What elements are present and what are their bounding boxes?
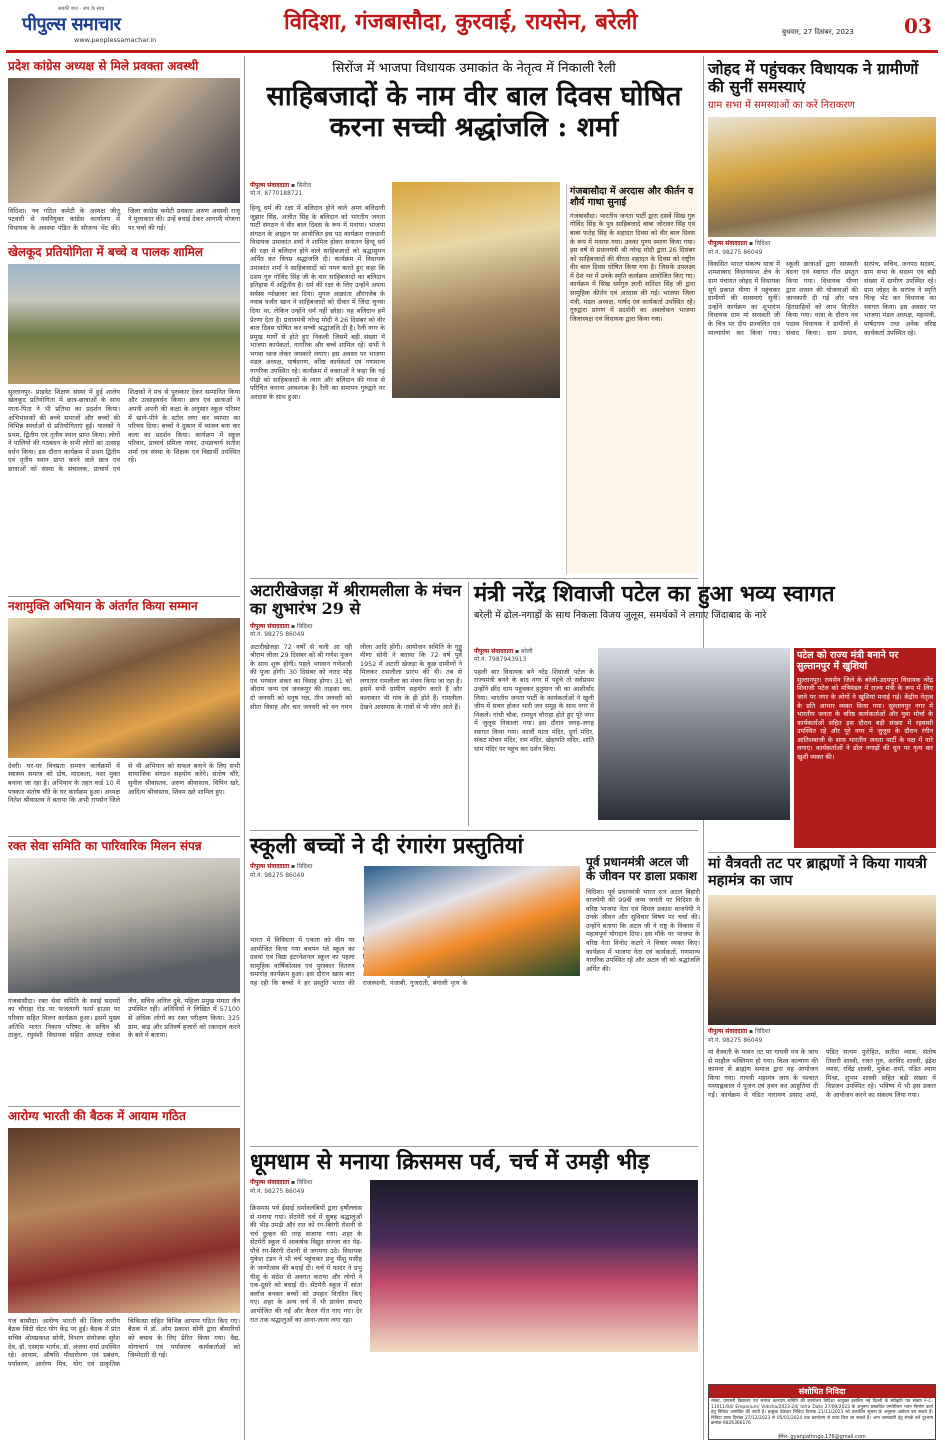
photo-rally	[392, 182, 560, 398]
region-banner: विदिशा, गंजबासौदा, कुरवाई, रायसेन, बरेली	[284, 9, 638, 35]
notice-title: संशोधित निविदा	[709, 1385, 935, 1398]
divider	[8, 596, 240, 597]
photo-group	[8, 1128, 240, 1313]
story-body: सुल्तानपुर। रायसेन जिले के बरेली-उदयपुरा विधायक नरेंद्र शिवाजी पटेल को मंत्रिमंडल में राज्य मंत्री के रूप में लिए जाने पर नगर के लोगों ने खुशियां मनाई गई। केंद्रीय नेतृत्व के प्रति आभार व्यक्त किया गया। सुल्तानपुर नगर में भारतीय जनता के वरिष्ठ कार्यकर्ताओं और युवा मोर्चा के कार्यकर्ताओं सहित इस दौरान बड़ी संख्या में रहवासी उपस्थित रहे और पूरे नगर में जुलूस के दौरान रंगीन आतिशबाजी के साथ भारतीय जनता पार्टी के पक्ष में नारे लगाए। कार्यकर्ताओं ने ढोल नगाड़ों की धुन पर नृत्य कर खुशी व्यक्त की।	[797, 675, 933, 762]
byline-place: सिरोंज	[297, 182, 312, 189]
divider	[250, 1146, 698, 1147]
byline: पीपुल्स संवाददाता	[250, 863, 290, 871]
headline: आरोग्य भारती की बैठक में आयाम गठित	[8, 1109, 186, 1123]
photo-sports-ground	[8, 264, 240, 384]
photo-church	[370, 1180, 698, 1352]
photo-school-stage	[364, 866, 580, 976]
byline: पीपुल्स संवाददाता	[474, 648, 514, 655]
divider	[8, 836, 240, 837]
logo-block	[8, 6, 178, 48]
photo-meeting-room	[8, 858, 240, 993]
byline: पीपुल्स संवाददाता	[708, 1028, 748, 1036]
divider	[250, 578, 698, 579]
photo-gram-sabha	[708, 117, 936, 237]
tender-notice	[708, 1384, 936, 1440]
issue-date: बुधवार, 27 दिसंबर, 2023	[782, 28, 854, 36]
byline-mobile: मो.नं. 98275 86049	[708, 1036, 763, 1044]
notice-body: संस्था, प्रायमरी विद्यालय एवं समाज कल्याण समिति की कार्यालय विदिशा आयुक्त इसलिए नई दिल्ली के स्वीकृति पत्र संख्या F-C-11011/04/ Emporium/ Vidisha/2023-24/ Infra Date 27/09/2023 के अनुरूप प्रस्तावित एम्पोरियम भवन निर्माण कार्य हेतु निविदा आमंत्रित की जाती है। इच्छुक ठेकेदार निविदा दिनांक 21/11/2023 को प्रकाशित सूचना के अनुसार आवेदन कर सकते हैं। निविदा प्रपत्र दिनांक 27/12/2023 से 05/01/2024 तक कार्यालय से प्राप्त किए जा सकते हैं। अन्य जानकारी हेतु संपर्क करें दूरभाष क्रमांक 9826366176	[711, 1399, 933, 1426]
divider	[708, 852, 936, 853]
story-body: क्रिसमस पर्व ईसाई धर्मावलंबियों द्वारा हर्षोल्लास से मनाया गया। सेंटमेरी चर्च में सुबह श्रद्धालुओं की भीड़ उमड़ी और रात को रंग-बिरंगी रोशनी से चर्च दुल्हन की तरह सजाया गया। शहर के सेंटमेरी स्कूल में आकर्षक विद्युत सज्जा कर पेड़-पौधे रंग-बिरंगी रोशनी से जगमगा उठे। विधायक मुकेश टंडन ने भी चर्च पहुंचकर प्रभु यीशु मसीह के जन्मोत्सव की बधाई दी। चर्च में फादर ने प्रभु यीशु के संदेश से अवगत कराया और लोगों ने एक-दूसरे को बधाई दी। सेंटमेरी स्कूल में सांता क्लॉज बनकर बच्चों को उपहार वितरित किए गए। शहर के अन्य चर्च में भी प्रार्थना सभाएं आयोजित की गईं और कैरल गीत गाए गए। देर रात तक श्रद्धालुओं का आना-जाना लगा रहा।	[250, 1204, 362, 1324]
story-body: गंजबासौदा। भारतीय जनता पार्टी द्वारा दसवें सिख गुरु गोविंद सिंह के पुत्र साहिबजादे बाबा जोरावर सिंह एवं बाबा फतेह सिंह के शहादत दिवस को वीर बाल दिवस के रूप में मनाया गया। उनका पुण्य स्मरण किया गया। इस वर्ष से प्रधानमंत्री श्री नरेन्द्र मोदी द्वारा 26 दिसंबर को साहिबजादों की वीरता शहादत के दिवस को राष्ट्रीय वीर बाल दिवस घोषित किया गया है। जिसके उपलक्ष्य में देश भर में उनके स्मृति कार्यक्रम आयोजित किए गए। कार्यक्रम में सिख धर्मगुरु ज्ञानी सतिंदर सिंह जी द्वारा सामूहिक कीर्तन एवं अरदास की गई। भाजपा जिला मंत्री, मंडल अध्यक्ष, पार्षद एवं कार्यकर्ता उपस्थित रहे। गुरुद्वारा प्रांगण में प्रदर्शनी का अवलोकन भाजपा जिलाध्यक्ष एवं विधायक द्वारा किया गया।	[570, 211, 695, 323]
byline: पीपुल्स संवाददाता	[250, 1179, 290, 1187]
divider	[8, 1106, 240, 1107]
website-link[interactable]: www.peoplessamachar.in	[74, 36, 157, 44]
headline: गंजबासौदा में अरदास और कीर्तन व शौर्य गाथा सुनाई	[570, 186, 694, 208]
column-filler	[392, 402, 560, 572]
story-sports	[8, 246, 240, 598]
story-body: विकसित भारत संकल्प यात्रा में शमशाबाद विधानसभा क्षेत्र के ग्राम पंचायत जोहद में विधायक सूर्य प्रकाश मीणा ने पहुंचकर ग्रामीणों की समस्याएं सुनीं। उन्होंने कार्यक्रम का शुभारंभ विधायक ग्राम मां सरस्वती जी के चित्र पर दीप प्रज्वलित एवं माल्यार्पण कर किया गया। स्कूली छात्राओं द्वारा सरस्वती वंदना एवं स्वागत गीत प्रस्तुत किया गया। विधायक मीणा द्वारा शासन की योजनाओं की जानकारी दी गई और पात्र हितग्राहियों को लाभ वितरित किया गया। यात्रा के दौरान नव पदस्थ विधायक ने ग्रामीणों से संवाद किया। ग्राम प्रधान, सरपंच, सचिव, जनपद सदस्य, ग्राम सभा के सदस्य एवं बड़ी संख्या में ग्रामीण उपस्थित रहे। ग्राम जोहद के सरपंच ने स्मृति चिन्ह भेंट कर विधायक का स्वागत किया। इस अवसर पर भाजपा मंडल अध्यक्ष, महामंत्री, पार्षदगण तथा अनेक वरिष्ठ कार्यकर्ता उपस्थित रहे।	[708, 259, 936, 337]
byline-place: विदिशा	[755, 240, 771, 248]
subheadline: ग्राम सभा में समस्याओं का करें निराकरण	[708, 99, 855, 111]
byline-mobile: मो.नं. 7987943913	[474, 656, 527, 664]
story-johad-village: जोहद में पहुंचकर विधायक ने ग्रामीणों की सुनीं समस्याएं ग्राम सभा में समस्याओं का करें निराकरण पीपुल्स संवाददाता ▪ विदिशा मो.नं. 98275 86049 विकसित भारत संकल्प यात्रा में शमशाबाद विधानसभा क्षेत्र के ग्राम पंचायत जोहद में विधायक सूर्य प्रकाश मीणा ने पहुंचकर ग्रामीणों की समस्याएं सुनीं। उन्होंने कार्यक्रम का शुभारंभ विधायक ग्राम मां सरस्वती जी के चित्र पर दीप प्रज्वलित एवं माल्यार्पण कर किया गया। स्कूली छात्राओं द्वारा सरस्वती वंदना एवं स्वागत गीत प्रस्तुत किया गया। विधायक मीणा द्वारा शासन की योजनाओं की जानकारी दी गई और पात्र हितग्राहियों को लाभ वितरित किया गया। यात्रा के दौरान नव पदस्थ विधायक ने ग्रामीणों से संवाद किया। ग्राम प्रधान, सरपंच, सचिव, जनपद सदस्य, ग्राम सभा के सदस्य एवं बड़ी संख्या में ग्रामीण उपस्थित रहे। ग्राम जोहद के सरपंच ने स्मृति चिन्ह भेंट कर विधायक का स्वागत किया। इस अवसर पर भाजपा मंडल अध्यक्ष, महामंत्री, पार्षदगण तथा अनेक वरिष्ठ कार्यकर्ता उपस्थित रहे।	[708, 60, 936, 544]
story-ramleela	[250, 582, 462, 809]
photo-meeting	[8, 78, 240, 203]
byline-mobile: मो.नं. 98275 86049	[250, 631, 305, 639]
story-minister-text: पीपुल्स संवाददाता ▪ बरेली मो.नं. 7987943913 पहली बार विधायक बने नरेंद्र शिवाजी पटेल के राज्यमंत्री बनने के बाद नगर में पहुंचे तो सर्वप्रथम उन्होंने छींद धाम पहुंचकर हनुमान जी का आशीर्वाद लिया। भारतीय जनता पार्टी के कार्यकर्ताओं ने खुली जीप में सवार होकर भारी जन समूह के साथ नगर में निकले। गांधी चौक, रामधुन चौराहा होते हुए पूरे नगर में जुलूस निकाला गया। इस दौरान जगह-जगह स्वागत किया गया। कालौं माता मंदिर, दुर्गा मंदिर, संकट मोचन मंदिर, राम मंदिर, खेड़ापति मंदिर, शांति धाम मंदिर पर पहुंच कर दर्शन किए।	[474, 648, 594, 823]
byline-place: बरेली	[521, 648, 533, 655]
sidebar-sultanpur	[794, 648, 936, 848]
headline: स्कूली बच्चों ने दी रंगारंग प्रस्तुतियां	[250, 833, 524, 859]
sidebar-ardas	[566, 184, 698, 574]
masthead-rule	[6, 50, 938, 53]
divider	[250, 830, 698, 831]
story-body: गंजबासौदा। रक्त सेवा समिति के स्थाई सदस्यों का चौराहा रोड़ पर फजलानी फार्म हाउस पर परिवार सहित मिलन कार्यक्रम हुआ। इसमें मुख्य अतिथि भारत निकाय परिषद के सचिव श्री ठाकुर, रघुवंशी विधायक सहित अध्यक्ष राकेश जैन, सचिव अनिल दुबे, महिला प्रमुख ममता जैन उपस्थित रहीं। अतिथियों ने लिखित में 57100 से अधिक लोगों का रक्त परीक्षण किया। 325 ग्राम, बाढ़ और प्रतिवर्ष हजारों को रक्तदान करने के बारे में बताया।	[8, 996, 240, 1040]
story-body: गंज बासौदा। आरोग्य भारती की जिला स्तरीय बैठक सिटी सेंटर योग केंद्र पर हुई। बैठक में प्रांत सचिव ओमप्रकाश सोनी, विभाग संयोजक सुरेश देव, डॉ. एसएस भार्गव, डॉ. अंजना शर्मा उपस्थित रहे। आयाम, औषधि पौधारोपण एवं प्रबंधन, पर्यावरण, आरोग्य मित्र, योग एवं प्राकृतिक चिकित्सा सहित विभिन्न आयाम गठित किए गए। बैठक में डॉ. ओम प्रकाश सोनी द्वारा बीमारियों को बचाव के लिए प्रेरित किया गया। वैद्य, योगाचार्य एवं पर्यावरण कार्यकर्ताओं को जिम्मेदारी दी गई।	[8, 1316, 240, 1368]
story-arogya-bharati	[8, 1110, 240, 1437]
headline: पूर्व प्रधानमंत्री अटल जी के जीवन पर डाला प्रकाश	[586, 855, 698, 883]
byline-place: विदिशा	[755, 1028, 771, 1036]
byline-block: पीपुल्स संवाददाता ▪ विदिशा मो.नं. 98275 86049	[250, 623, 462, 640]
headline: नशामुक्ति अभियान के अंतर्गत किया सम्मान	[8, 599, 198, 613]
story-body: पहली बार विधायक बने नरेंद्र शिवाजी पटेल के राज्यमंत्री बनने के बाद नगर में पहुंचे तो सर्वप्रथम उन्होंने छींद धाम पहुंचकर हनुमान जी का आशीर्वाद लिया। भारतीय जनता पार्टी के कार्यकर्ताओं ने खुली जीप में सवार होकर भारी जन समूह के साथ नगर में निकले। गांधी चौक, रामधुन चौराहा होते हुए पूरे नगर में जुलूस निकाला गया। इस दौरान जगह-जगह स्वागत किया गया। कालौं माता मंदिर, दुर्गा मंदिर, संकट मोचन मंदिर, राम मंदिर, खेड़ापति मंदिर, शांति धाम मंदिर पर पहुंच कर दर्शन किए।	[474, 667, 594, 753]
page-number: 03	[904, 14, 932, 38]
story-atal	[586, 856, 700, 1094]
byline-mobile: मो.नं. 98275 86049	[250, 1187, 305, 1195]
story-body: अटारीखेजड़ा 72 वर्षों से चली आ रही श्रीराम लीला 29 दिसंबर को श्री गणेश पूजन के साथ शुरू होगी। पहले भगवान गणेशजी की पूजा होगी। 30 दिसंबर को नारद मोह एवं भगवान शंकर का विवाह होगा। 31 को श्रीराम जन्म एवं जनकपुर की ताड़का वध, दो जनवरी को धनुष यज्ञ, तीन जनवरी को सीता विवाह और चार जनवरी को वन गमन लीला आदि होंगी। आयोजन समिति के गुड्डू मीणा सोनी ने बताया कि 72 वर्ष पूर्व 1952 में अटारी खेजड़ा के कुछ ग्रामीणों ने मिलकर रामलीला प्रारंभ की थी। तब से लगातार रामलीला का मंचन किया जा रहा है। इसमें सभी ग्रामीण सहयोग करते हैं और कलाकार भी गांव के ही होते हैं। रामलीला देखने आसपास के गांवों से भी लोग आते हैं।	[250, 642, 462, 711]
story-gayatri-jap: मां वैत्रवती तट पर ब्राह्मणों ने किया गायत्री महामंत्र का जाप पीपुल्स संवाददाता ▪ विदिशा मो.नं. 98275 86049 मां वैत्रवती के पावन तट पर गायत्री मंत्र के जाप से माहौल भक्तिमय हो गया। विश्व कल्याण की कामना से ब्राह्मण समाज द्वारा यह आयोजन किया गया। गायत्री महामंत्र जाप के पश्चात मध्याह्नकाल में पूजन एवं हवन कर आहुतियां दी गईं। कार्यक्रम में पंडित नारायण प्रसाद शर्मा, पंडित सत्यम पुरोहित, सतीश व्यास, संतोष तिवारी शास्त्री, रजत गुरु, अरविंद शास्त्री, इंद्रेश व्यास, रविंद्र शास्त्री, मुकेश शर्मा, पंडित श्याम मिश्रा, शुभम शास्त्री सहित बड़ी संख्या में विप्रजन उपस्थित रहे। भविष्य में भी इस प्रकार के आयोजन करने का संकल्प लिया गया।	[708, 856, 936, 1248]
photo-procession	[598, 648, 790, 820]
story-body: मां वैत्रवती के पावन तट पर गायत्री मंत्र के जाप से माहौल भक्तिमय हो गया। विश्व कल्याण की कामना से ब्राह्मण समाज द्वारा यह आयोजन किया गया। गायत्री महामंत्र जाप के पश्चात मध्याह्नकाल में पूजन एवं हवन कर आहुतियां दी गईं। कार्यक्रम में पंडित नारायण प्रसाद शर्मा, पंडित सत्यम पुरोहित, सतीश व्यास, संतोष तिवारी शास्त्री, रजत गुरु, अरविंद शास्त्री, इंद्रेश व्यास, रविंद्र शास्त्री, मुकेश शर्मा, पंडित श्याम मिश्रा, शुभम शास्त्री सहित बड़ी संख्या में विप्रजन उपस्थित रहे। भविष्य में भी इस प्रकार के आयोजन करने का संकल्प लिया गया।	[708, 1048, 936, 1100]
byline: पीपुल्स संवाददाता	[250, 182, 290, 189]
subheadline: बरेली में ढोल-नगाड़ों के साथ निकला विजय जुलूस, समर्थकों ने लगाए जिंदाबाद के नारे	[474, 610, 767, 622]
divider	[468, 582, 469, 826]
kicker: सिरोंज में भाजपा विधायक उमाकांत के नेतृत्व में निकाली रैली	[332, 61, 616, 76]
byline-mobile: मो.नं. 98275 86049	[708, 248, 763, 256]
story-congress-meeting	[8, 60, 240, 251]
headline: मंत्री नरेंद्र शिवाजी पटेल का हुआ भव्य स्वागत	[474, 581, 835, 607]
headline: जोहद में पहुंचकर विधायक ने ग्रामीणों की सुनीं समस्याएं	[708, 59, 919, 96]
story-minister-welcome	[474, 582, 934, 622]
headline: पटेल को राज्य मंत्री बनाने पर सुल्तानपुर में खुशियां	[797, 650, 899, 672]
notice-email[interactable]: ईमेल- gyanpathngo.176@gmail.com	[778, 1434, 866, 1440]
byline-block: पीपुल्स संवाददाता ▪ विदिशा मो.नं. 98275 86049	[250, 863, 360, 880]
story-body: सुल्तानपुर- प्राइवेट शिक्षण संस्था में हुई शालेय खेलकूद प्रतियोगिता में छात्र-छात्राओं के साथ माता-पिता ने भी प्रतिभा का प्रदर्शन किया। अभिभावकों की बच्चे समाजों और बच्चों की विभिन्न स्पर्धाओं से प्रतियोगिताएं हुईं। पालकों ने प्रथम, द्वितीय एवं तृतीय स्थान प्राप्त किया। लोगों ने पालियों की गठबंधन के सभी लोगों का उत्साह वर्धन किया। इस दौरान कार्यक्रम में प्रथम द्वितीय एवं तृतीय स्थान प्राप्त करने वाले छात्र एवं छात्राओं को संस्था के संचालक, प्राचार्य एवं शिक्षकों ने मंच से पुरस्कार देकर सम्मानित किया और उत्साहवर्धन किया। छात्र एवं छात्राओं ने अपनी अपनी की कक्षा के अनुसार स्कूल परिसर में खाने-पीने के स्टॉल लगा कर व्यापार का परिचय दिया। बच्चों ने दुकान में व्यंजन बना कर कला का प्रदर्शन किया। कार्यक्रम में स्कूल परिवार, प्राचार्य प्रमिला नायर, उपप्राचार्य सतीश शर्मा एवं संस्था के शिक्षक एवं विद्यार्थी उपस्थित रहे।	[8, 387, 240, 473]
byline: पीपुल्स संवाददाता	[708, 240, 748, 248]
photo-felicitation	[8, 618, 240, 758]
story-de-addiction	[8, 600, 240, 838]
headline: साहिबजादों के नाम वीर बाल दिवस घोषित करना सच्ची श्रद्धांजलि : शर्मा	[266, 80, 682, 143]
story-blood-service	[8, 840, 240, 1109]
headline: धूमधाम से मनाया क्रिसमस पर्व, चर्च में उमड़ी भीड़	[250, 1149, 650, 1175]
headline: प्रदेश कांग्रेस अध्यक्ष से मिले प्रवक्ता अवस्थी	[8, 59, 199, 73]
newspaper-logo: पीपुल्स समाचार	[22, 14, 121, 35]
story-body: देवरी। घर-घर विनम्रता सम्मान कार्यक्रमों में स्वास्थ्य समाज को दोष, मादकता, नशा मुक्त बनाना जा रहा है। अभियान के तहत वार्ड 10 में पत्रकार संतोष चौरे के घर कार्यक्रम हुआ। अध्यक्ष नितेश श्रीवास्तव ने बताया कि अभी रायसेन जिले से भी अभियान को सफल बनाने के लिए सभी सामाजिक संगठन सहयोग करेंगे। संतोष चौरे, सुनील श्रीवास्तव, अरुण श्रीवास्तव, विपिन खरे, आदित्य श्रीवास्तव, शिवम खरे शामिल हुए।	[8, 761, 240, 805]
headline: मां वैत्रवती तट पर ब्राह्मणों ने किया गायत्री महामंत्र का जाप	[708, 855, 927, 889]
byline-mobile: मो.नं. 8770188721	[250, 190, 303, 198]
byline-place: विदिशा	[297, 1179, 313, 1187]
byline-block: पीपुल्स संवाददाता ▪ सिरोंज मो.नं. 8770188721	[250, 182, 385, 199]
byline-block: पीपुल्स संवाददाता ▪ विदिशा मो.नं. 98275 86049	[250, 1179, 362, 1196]
tagline: सबकी बात - सच के साथ	[58, 6, 105, 12]
divider	[8, 242, 240, 243]
byline-place: विदिशा	[297, 863, 313, 871]
byline: पीपुल्स संवाददाता	[250, 622, 290, 630]
photo-river-bank	[708, 895, 936, 1025]
column-divider	[244, 56, 245, 1440]
headline: खेलकूद प्रतियोगिता में बच्चे व पालक शामिल	[8, 245, 204, 259]
headline: अटारीखेजड़ा में श्रीरामलीला के मंचन का शुभारंभ 29 से	[250, 581, 462, 619]
story-body: विदिशा। पूर्व प्रधानमंत्री भारत रत्न अटल बिहारी वाजपेयी की 99वीं जन्म जयंती पर विदिशा के वरिष्ठ भाजपा नेता एवं विमल प्रकाश वाजपेयी ने उनके जीवन और सुविचार विषय पर चर्चा की। उन्होंने बताया कि अटल जी ने राष्ट्र के विकास में महत्वपूर्ण योगदान दिया। इस मौके पर भाजपा के वरिष्ठ नेता विनोद कटारे ने विचार व्यक्त किए। कार्यक्रम में भाजपा नेता एवं कार्यकर्ता, गणमान्य नागरिक उपस्थित रहे और अटल जी को श्रद्धांजलि अर्पित की।	[586, 887, 700, 973]
byline-mobile: मो.नं. 98275 86049	[250, 871, 305, 879]
masthead	[8, 6, 938, 48]
story-body: विदिशा। नव गठित कमेटी के अध्यक्ष जीतू पटवारी से नवनियुक्त कांग्रेस कार्यालय में विधायक के अवस्था पंडित के सौजन्य भेंट की। जिला कांग्रेस कमेटी प्रवक्ता अरुण अवस्थी राजू ने मुलाकात की। उन्हें बधाई देकर आगामी योजना पर चर्चा की गई।	[8, 206, 240, 232]
headline: रक्त सेवा समिति का पारिवारिक मिलन संपन्न	[8, 839, 202, 853]
story-body-continued	[370, 1356, 698, 1438]
byline-place: विदिशा	[297, 622, 313, 630]
story-body: हिन्दू धर्म की रक्षा में बलिदान होने वाले अमर बलिदानी जुझार सिंह, अजीत सिंह के बलिदान को भारतीय जनता पार्टी संगठन ने वीर बाल दिवस के रूप में मनाया। भाजपा संगठन के आह्वान पर आयोजित इस पद कार्यक्रम राजधानी विधायक उमाकांत शर्मा ने शामिल होकर सनातन हिन्दू धर्म की रक्षा में बलिदान होने वाले साहिबजादों को श्रद्धासुमन अर्पित कर विनम्र श्रद्धांजलि दी। कार्यक्रम में विधायक उमाकांत शर्मा ने साहिबजादों को नमन करते हुए कहा कि दशम गुरु गोविंद सिंह जी के चार साहिबजादों का बलिदान इतिहास में अद्वितीय है। धर्म की रक्षा के लिए उन्होंने अपना सर्वस्व न्योछावर कर दिया। मुगल आक्रांता औरंगजेब के नवाब वजीर खान ने साहिबजादों को दीवार में जिंदा चुनवा दिया था, लेकिन उन्होंने धर्म नहीं छोड़ा। यह बलिदान हमें प्रेरणा देता है। प्रधानमंत्री नरेन्द्र मोदी ने 26 दिसंबर को वीर बाल दिवस घोषित कर सच्ची श्रद्धांजलि दी है। रैली नगर के प्रमुख मार्गों से होते हुए निकली जिसमें बड़ी संख्या में भाजपा कार्यकर्ता, नागरिक और बच्चे शामिल रहे। सभी ने भगवा ध्वज लेकर जयकारे लगाए। इस अवसर पर भाजपा मंडल अध्यक्ष, पार्षदगण, वरिष्ठ कार्यकर्ता एवं गणमान्य नागरिक उपस्थित रहे। कार्यक्रम में वक्ताओं ने कहा कि नई पीढ़ी को साहिबजादों के त्याग और बलिदान की गाथा से परिचित कराना आवश्यक है। रैली का समापन गुरुद्वारे पर अरदास के साथ हुआ।	[250, 204, 385, 401]
story-body: भारत में विविधता में एकता को थीम पर आयोजित किया गया बचपन प्ले स्कूल का दसवां एवं विद्या इंटरनेशनल स्कूल का पहला सामूहिक वार्षिकोत्सव एवं पुरस्कार वितरण समारोह कार्यक्रम हुआ। इस दौरान खास बात यह रही कि बच्चों ने हर प्रस्तुति भारत की राजस्थानी, पंजाबी, गुजराती, बंगाली नृत्य के	[250, 936, 468, 987]
